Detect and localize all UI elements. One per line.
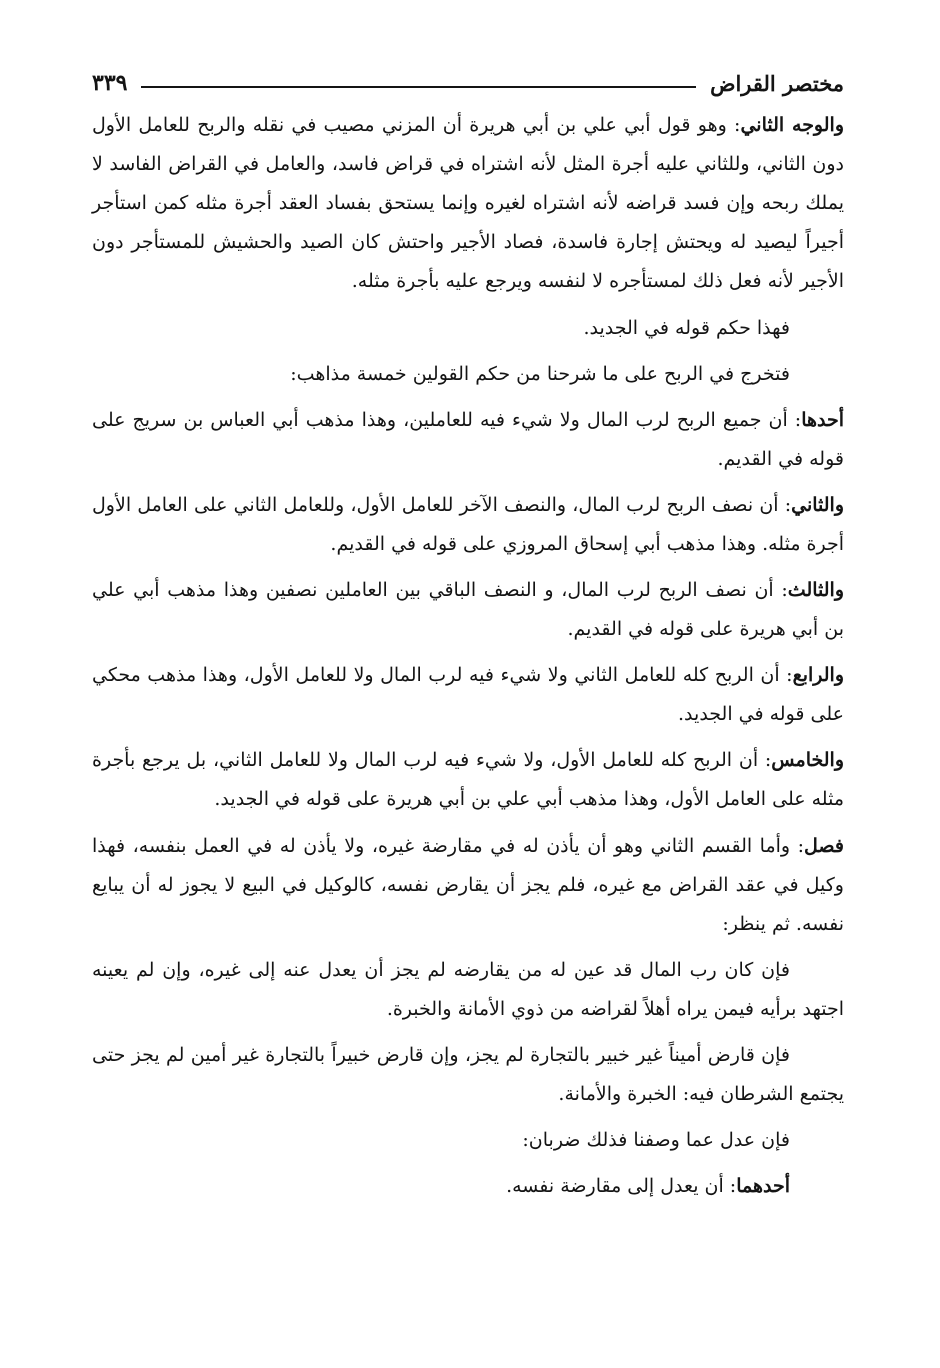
paragraph-appointed	[92, 951, 844, 1029]
paragraph-text: : أن جميع الربح لرب المال ولا شيء فيه للعاملين، وهذا مذهب أبي العباس بن سريج على قوله في القديم.	[92, 409, 844, 470]
paragraph-ruling	[92, 309, 844, 348]
paragraph-text: : أن نصف الربح لرب المال، و النصف الباقي بين العاملين نصفين وهذا مذهب أبي علي بن أبي هريرة على قوله في القديم.	[92, 579, 844, 640]
paragraph-text: : أن يعدل إلى مقارضة نفسه.	[506, 1175, 737, 1197]
running-header	[92, 66, 844, 100]
paragraph-text: : أن الربح كله للعامل الثاني ولا شيء فيه لرب المال ولا للعامل الأول، وهذا مذهب محكي على قوله في الجديد.	[92, 664, 844, 725]
paragraph-lead: أحدهما	[736, 1175, 790, 1197]
paragraph-lead: والثالث	[787, 579, 844, 601]
paragraph-lead: والوجه الثاني	[740, 114, 844, 136]
paragraph-first	[92, 401, 844, 479]
paragraph-lead: فصل	[804, 835, 844, 857]
paragraph-text: فإن قارض أميناً غير خبير بالتجارة لم يجز، وإن قارض خبيراً بالتجارة غير أمين لم يجز حتى يجتمع الشرطان فيه: الخبرة والأمانة.	[92, 1044, 844, 1105]
paragraph-lead: أحدها	[801, 409, 844, 431]
paragraph-first-type	[92, 1167, 844, 1206]
paragraph-two-conditions	[92, 1036, 844, 1114]
paragraph-fifth	[92, 741, 844, 819]
paragraph-text: : وأما القسم الثاني وهو أن يأذن له في مقارضة غيره، ولا يأذن له في العمل بنفسه، فهذا وكيل في عقد القراض مع غيره، فلم يجز أن يقارض نفسه، كالوكيل في البيع لا يجوز له أن يبايع نفسه. ثم ينظر:	[92, 835, 844, 935]
paragraph-lead: والثاني	[791, 494, 844, 516]
paragraph-five-schools	[92, 355, 844, 394]
paragraph-text: : وهو قول أبي علي بن أبي هريرة أن المزني مصيب في نقله والربح للعامل الأول دون الثاني، وللثاني عليه أجرة المثل لأنه اشتراه في قراض فاسد، والعامل في القراض الفاسد لا يملك ربحه وإن فسد قراضه لأنه اشتراه لغيره وإنما يستحق بفساد العقد أجرة مثله كمن استأجر أجيراً ليصيد له ويحتش إجارة فاسدة، فصاد الأجير واحتش كان الصيد والحشيش للمستأجر دون الأجير لأنه فعل ذلك لمستأجره لا لنفسه ويرجع عليه بأجرة مثله.	[92, 114, 844, 292]
paragraph-text: فتخرج في الربح على ما شرحنا من حكم القولين خمسة مذاهب:	[290, 363, 790, 385]
paragraph-second-view	[92, 106, 844, 301]
paragraph-text: فإن كان رب المال قد عين له من يقارضه لم يجز أن يعدل عنه إلى غيره، وإن لم يعينه اجتهد برأيه فيمن يراه أهلاً لقراضه من ذوي الأمانة والخبرة.	[92, 959, 844, 1020]
paragraph-text: فإن عدل عما وصفنا فذلك ضربان:	[522, 1129, 790, 1151]
paragraph-lead: والخامس	[771, 749, 844, 771]
paragraph-lead: والرابع	[792, 664, 844, 686]
paragraph-text: فهذا حكم قوله في الجديد.	[583, 317, 790, 339]
paragraph-second	[92, 486, 844, 564]
book-title: مختصر القراض	[710, 70, 844, 96]
paragraph-two-types	[92, 1121, 844, 1160]
paragraph-section	[92, 827, 844, 944]
header-rule	[141, 86, 696, 88]
paragraph-third	[92, 571, 844, 649]
paragraph-text: : أن الربح كله للعامل الأول، ولا شيء فيه لرب المال ولا للعامل الثاني، بل يرجع بأجرة مثله على العامل الأول، وهذا مذهب أبي علي بن أبي هريرة على قوله في الجديد.	[92, 749, 844, 810]
paragraph-fourth	[92, 656, 844, 734]
body-text	[92, 106, 844, 1206]
page-number: ٣٣٩	[92, 70, 128, 96]
paragraph-text: : أن نصف الربح لرب المال، والنصف الآخر للعامل الأول، وللعامل الثاني على العامل الأول أجرة مثله. وهذا مذهب أبي إسحاق المروزي على قوله في القديم.	[92, 494, 844, 555]
